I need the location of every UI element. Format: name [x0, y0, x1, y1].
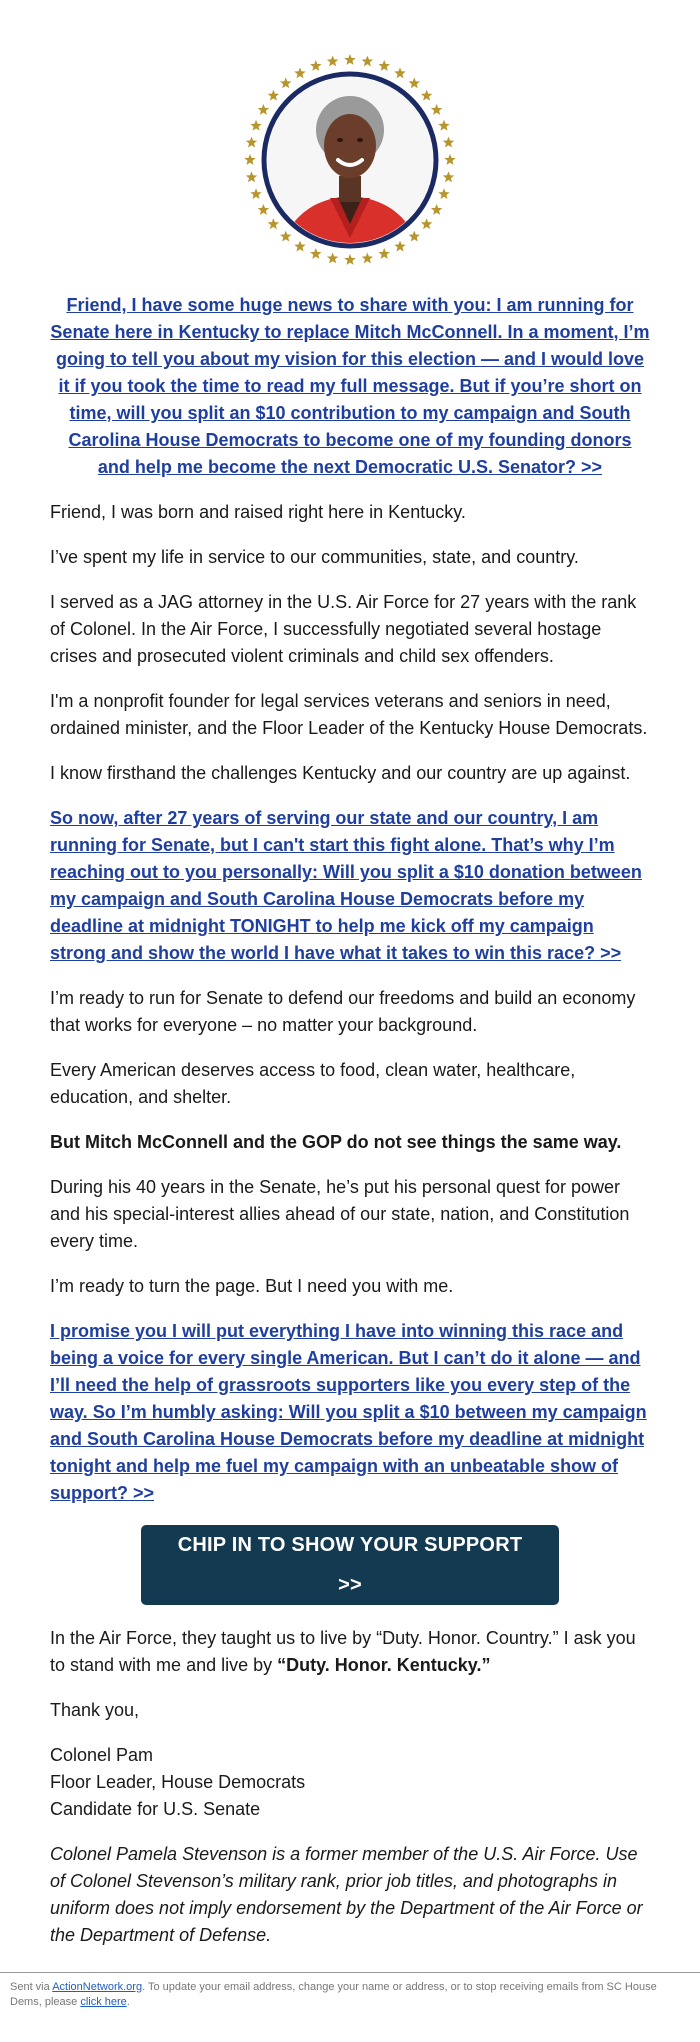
paragraph-run-for-senate: I’m ready to run for Senate to defend our freedoms and build an economy that works for everyone – no matter your background.: [50, 988, 636, 1035]
paragraph-access: Every American deserves access to food, clean water, healthcare, education, and shelter.: [50, 1060, 576, 1107]
signature-name: Colonel Pam: [50, 1745, 154, 1765]
duty-honor-kentucky: “Duty. Honor. Kentucky.”: [277, 1655, 491, 1675]
disclaimer: Colonel Pamela Stevenson is a former member of the U.S. Air Force. Use of Colonel Stevenson’s military rank, prior job titles, and photographs in uniform does not imply endorsement by the Department of the Air Force or the Department of Defense.: [50, 1844, 643, 1945]
paragraph-40-years: During his 40 years in the Senate, he’s put his personal quest for power and his special-interest allies ahead of our state, nation, and Constitution every time.: [50, 1177, 630, 1251]
lead-donate-link[interactable]: Friend, I have some huge news to share with you: I am running for Senate here in Kentucky to replace Mitch McConnell. In a moment, I’m going to tell you about my vision for this election — and I would love it if you took the time to read my full message. But if you’re short on time, will you split an $10 contribution to my campaign and South Carolina House Democrats to become one of my founding donors and help me become the next Democratic U.S. Senator? >>: [50, 295, 650, 477]
paragraph-turn-page: I’m ready to turn the page. But I need you with me.: [50, 1276, 454, 1296]
footer-divider: [0, 1972, 700, 1973]
email-body: [50, 292, 650, 1967]
footer-actionnetwork-link[interactable]: ActionNetwork.org: [52, 1981, 143, 1993]
paragraph-jag: I served as a JAG attorney in the U.S. Air Force for 27 years with the rank of Colonel. In the Air Force, I successfully negotiated several hostage crises and prosecuted violent criminals and child sex offenders.: [50, 592, 637, 666]
paragraph-service: I’ve spent my life in service to our communities, state, and country.: [50, 547, 579, 567]
paragraph-mcconnell: But Mitch McConnell and the GOP do not see things the same way.: [50, 1132, 622, 1152]
footer-suffix: .: [126, 1996, 130, 2008]
paragraph-duty-honor: [50, 1625, 650, 1679]
footer-prefix: Sent via: [10, 1981, 53, 1993]
signature-title-1: Floor Leader, House Democrats: [50, 1772, 306, 1792]
paragraph-nonprofit: I'm a nonprofit founder for legal services veterans and seniors in need, ordained minister, and the Floor Leader of the Kentucky House Democrats.: [50, 691, 648, 738]
signature-title-2: Candidate for U.S. Senate: [50, 1799, 261, 1819]
candidate-portrait: [238, 48, 462, 272]
duty-honor-text: In the Air Force, they taught us to live by “Duty. Honor. Country.” I ask you to stand with me and live by: [50, 1628, 636, 1675]
chip-in-button[interactable]: CHIP IN TO SHOW YOUR SUPPORT >>: [141, 1525, 559, 1605]
closing-thank-you: Thank you,: [50, 1700, 140, 1720]
donate-link-2[interactable]: So now, after 27 years of serving our state and our country, I am running for Senate, but I can't start this fight alone. That’s why I’m reaching out to you personally: Will you split a $10 donation between my campaign and South Carolina House Democrats before my deadline at midnight TONIGHT to help me kick off my campaign strong and show the world I have what it takes to win this race? >>: [50, 808, 642, 963]
footer-unsubscribe-link[interactable]: click here: [80, 1996, 127, 2008]
paragraph-challenges: I know firsthand the challenges Kentucky and our country are up against.: [50, 763, 631, 783]
footer-middle: . To update your email address, change your name or address, or to stop receiving emails from SC House Dems, please: [10, 1981, 657, 2008]
signature-block: [50, 1742, 650, 1823]
donate-link-3[interactable]: I promise you I will put everything I have into winning this race and being a voice for every single American. But I can’t do it alone — and I’ll need the help of grassroots supporters like you every step of the way. So I’m humbly asking: Will you split a $10 between my campaign and South Carolina House Democrats before my deadline at midnight tonight and help me fuel my campaign with an unbeatable show of support? >>: [50, 1321, 647, 1503]
cta-wrapper: [50, 1525, 650, 1605]
footer: [10, 1980, 680, 2010]
paragraph-born-raised: Friend, I was born and raised right here in Kentucky.: [50, 502, 466, 522]
